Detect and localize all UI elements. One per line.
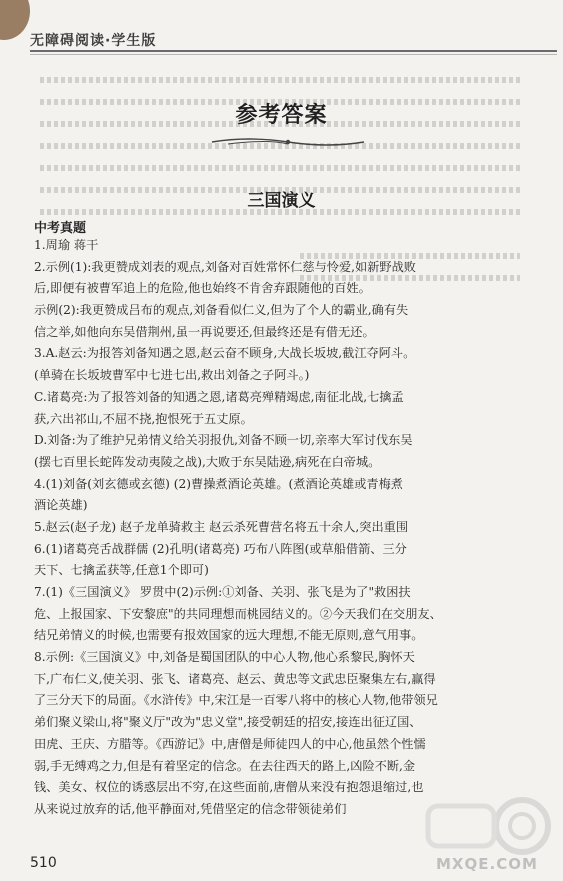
text-line: 4.(1)刘备(刘玄德或玄德) (2)曹操煮酒论英雄。(煮酒论英雄或青梅煮 [34, 476, 403, 491]
text-line: 7.(1)《三国演义》 罗贯中(2)示例:①刘备、关羽、张飞是为了"救困扶 [34, 585, 411, 599]
header-rule-thin [30, 54, 557, 55]
text-line: 钱、美女、权位的诱惑层出不穷,在这些面前,唐僧从来没有抱怨退缩过,也 [34, 780, 424, 795]
text-line: 天下、七擒孟获等,任意1个即可) [34, 563, 209, 578]
series-badge-icon [0, 0, 30, 40]
text-line: 8.示例:《三国演义》中,刘备是蜀国团队的中心人物,他心系黎民,胸怀天 [34, 650, 415, 665]
text-line: 5.赵云(赵子龙) 赵子龙单骑救主 赵云杀死曹营名将五十余人,突出重围 [34, 519, 409, 534]
header-rule [30, 50, 557, 52]
answer-text [34, 235, 544, 821]
text-line: 了三分天下的局面。《水浒传》中,宋江是一百零八将中的核心人物,他带领兄 [34, 693, 438, 708]
text-line: C.诸葛亮:为了报答刘备的知遇之恩,诸葛亮殚精竭虑,南征北战,七擒孟 [34, 389, 404, 404]
text-line: 6.(1)诸葛亮舌战群儒 (2)孔明(诸葛亮) 巧布八阵图(或草船借箭、三分 [34, 541, 407, 556]
text-line: 后,即便有被曹军追上的危险,他也始终不肯舍弃跟随他的百姓。 [34, 281, 371, 296]
page-number: 510 [30, 855, 57, 871]
text-line: 1.周瑜 蒋干 [34, 238, 99, 252]
text-line: 酒论英雄) [34, 498, 88, 513]
title-ornament-icon [208, 136, 368, 148]
text-line: 获,六出祁山,不屈不挠,抱恨死于五丈原。 [34, 411, 253, 426]
text-line: (单骑在长坂坡曹军中七进七出,救出刘备之子阿斗。) [34, 368, 310, 383]
page-title: 参考答案 [235, 103, 328, 128]
text-line: 下,广布仁义,使关羽、张飞、诸葛亮、赵云、黄忠等文武忠臣聚集左右,赢得 [34, 671, 436, 686]
text-line: 信之举,如他向东吴借荆州,虽一再说要还,但最终还是有借无还。 [34, 324, 375, 339]
text-line: 弱,手无缚鸡之力,但是有着坚定的信念。在去往西天的路上,凶险不断,金 [34, 758, 416, 773]
book-series-title: 无障碍阅读·学生版 [30, 33, 157, 49]
exam-section-heading: 中考真题 [34, 221, 87, 236]
text-line: (摆七百里长蛇阵发动夷陵之战),大败于东吴陆逊,病死在白帝城。 [34, 454, 381, 469]
section-title: 三国演义 [247, 191, 316, 211]
text-line: 结兄弟情义的时候,也需要有报效国家的远大理想,不能无原则,意气用事。 [34, 628, 424, 643]
text-line: 弟们聚义梁山,将"聚义厅"改为"忠义堂",接受朝廷的招安,接连出征辽国、 [34, 715, 422, 730]
text-line: 2.示例(1):我更赞成刘表的观点,刘备对百姓常怀仁慈与怜爱,如新野战败 [34, 259, 416, 274]
text-line: 示例(2):我更赞成吕布的观点,刘备看似仁义,但为了个人的霸业,确有失 [34, 303, 409, 318]
text-line: 从来说过放弃的话,他平静面对,凭借坚定的信念带领徒弟们 [34, 801, 347, 816]
watermark-text: MXQE.COM [436, 855, 538, 873]
text-line: 危、上报国家、下安黎庶"的共同理想而桃园结义的。②今天我们在交朋友、 [34, 606, 442, 621]
text-line: 田虎、王庆、方腊等。《西游记》中,唐僧是师徒四人的中心,他虽然个性懦 [34, 736, 426, 751]
text-line: 3.A.赵云:为报答刘备知遇之恩,赵云奋不顾身,大战长坂坡,截江夺阿斗。 [34, 346, 416, 361]
text-line: D.刘备:为了维护兄弟情义给关羽报仇,刘备不顾一切,亲率大军讨伐东吴 [34, 433, 413, 448]
